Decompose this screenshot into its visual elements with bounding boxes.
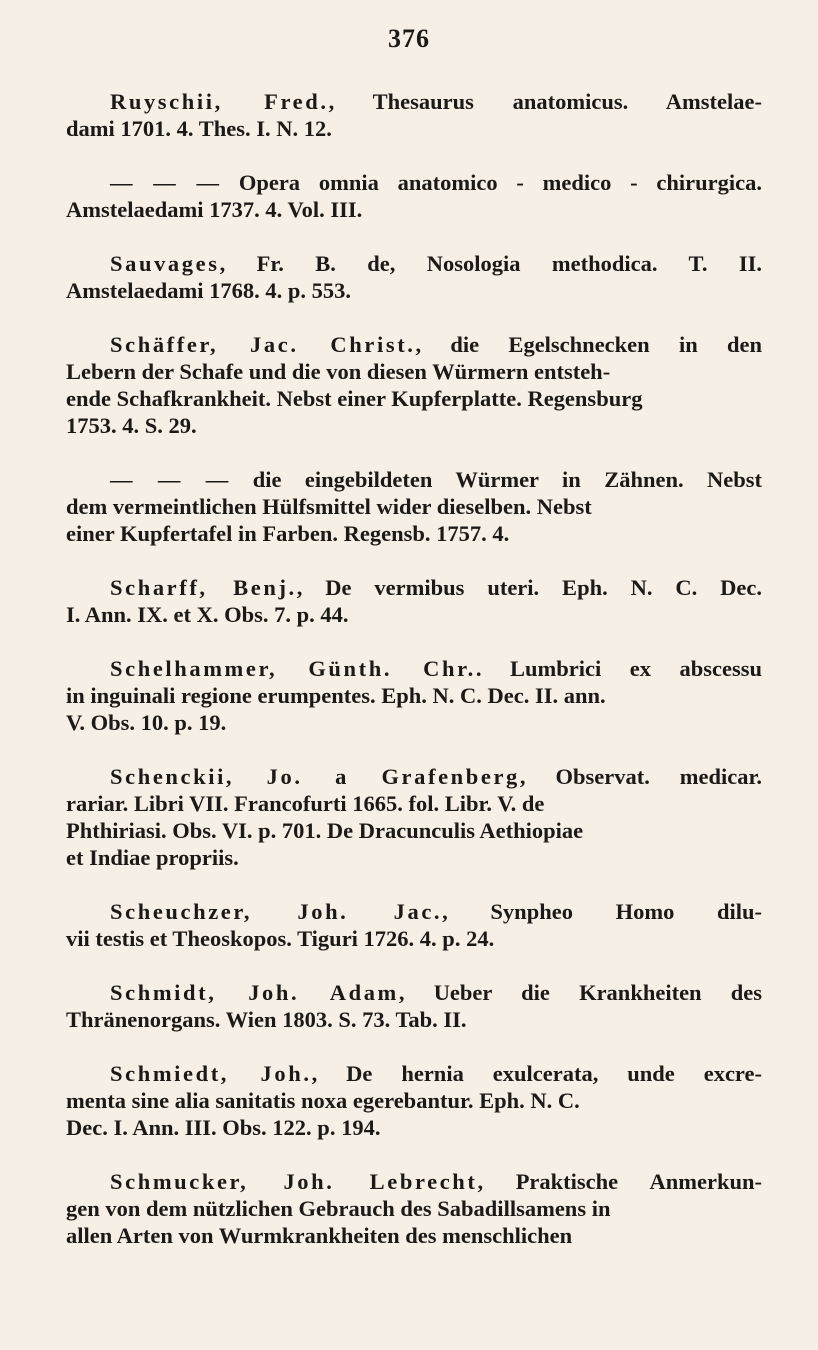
page-number: 376 [388, 24, 430, 53]
entry-line: menta sine alia sanitatis noxa egerebantur. Eph. N. C. [66, 1088, 580, 1113]
entry-line: Lebern der Schafe und die von diesen Würmern entsteh- [66, 359, 611, 384]
entry-author: Scharff, Benj. [110, 575, 297, 600]
entry-title: , Thesaurus anatomicus. Amstelae- [328, 89, 762, 114]
entry-author: Scheuchzer, Joh. Jac. [110, 899, 443, 924]
entry-author: Schenckii, Jo. a Grafenberg [110, 764, 520, 789]
ditto-dash: — — — [110, 170, 221, 195]
entry-line: 1753. 4. S. 29. [66, 413, 197, 438]
entry-first-line [66, 898, 762, 925]
entry-line: et Indiae propriis. [66, 845, 239, 870]
entry-title: , Fr. B. de, Nosologia methodica. T. II. [219, 251, 762, 276]
entry-line: Thränenorgans. Wien 1803. S. 73. Tab. II. [66, 1007, 467, 1032]
entry-author: Schmiedt, Joh. [110, 1061, 312, 1086]
entry-title: Opera omnia anatomico - medico - chirurgica. [220, 170, 762, 195]
entry-first-line [66, 1060, 762, 1087]
entry-first-line [66, 88, 762, 115]
entry-line: einer Kupfertafel in Farben. Regensb. 1757. 4. [66, 521, 510, 546]
entry-line: Dec. I. Ann. III. Obs. 122. p. 194. [66, 1115, 381, 1140]
entry-line: dem vermeintlichen Hülfsmittel wider dieselben. Nebst [66, 494, 592, 519]
bibliography-entry [66, 898, 762, 952]
entry-line: I. Ann. IX. et X. Obs. 7. p. 44. [66, 602, 349, 627]
bibliography-entry [66, 1168, 762, 1249]
bibliography-entry [66, 979, 762, 1033]
entry-line: gen von dem nützlichen Gebrauch des Sabadillsamens in [66, 1196, 611, 1221]
entry-first-line [66, 466, 762, 493]
entry-author: Sauvages [110, 251, 220, 276]
bibliography-entry [66, 169, 762, 223]
bibliography-entry [66, 655, 762, 736]
entry-author: Schelhammer, Günth. Chr. [110, 656, 476, 681]
entry-first-line [66, 1168, 762, 1195]
bibliography-entry [66, 466, 762, 547]
entry-line: Phthiriasi. Obs. VI. p. 701. De Dracunculis Aethiopiae [66, 818, 584, 843]
entry-line: ende Schafkrankheit. Nebst einer Kupferplatte. Regensburg [66, 386, 643, 411]
entry-title: , Observat. medicar. [519, 764, 763, 789]
entry-line: vii testis et Theoskopos. Tiguri 1726. 4. p. 24. [66, 926, 495, 951]
bibliography-entry [66, 88, 762, 142]
entry-first-line [66, 250, 762, 277]
entry-first-line [66, 763, 762, 790]
entry-line: Amstelaedami 1768. 4. p. 553. [66, 278, 351, 303]
entry-author: Schäffer, Jac. Christ. [110, 332, 416, 357]
entry-line: allen Arten von Wurmkrankheiten des menschlichen [66, 1223, 573, 1248]
entry-author: Schmucker, Joh. Lebrecht [110, 1169, 478, 1194]
entry-line: dami 1701. 4. Thes. I. N. 12. [66, 116, 332, 141]
entry-title: , Praktische Anmerkun- [477, 1169, 762, 1194]
bibliography-list [66, 88, 762, 1276]
entry-author: Ruyschii, Fred. [110, 89, 329, 114]
entry-line: in inguinali regione erumpentes. Eph. N. C. Dec. II. ann. [66, 683, 606, 708]
entry-first-line [66, 574, 762, 601]
entry-first-line [66, 169, 762, 196]
entry-author: Schmidt, Joh. Adam [110, 980, 399, 1005]
entry-title: , De vermibus uteri. Eph. N. C. Dec. [296, 575, 762, 600]
entry-line: rariar. Libri VII. Francofurti 1665. fol. Libr. V. de [66, 791, 545, 816]
entry-line: V. Obs. 10. p. 19. [66, 710, 227, 735]
entry-title: , die Egelschnecken in den [415, 332, 763, 357]
entry-title: , De hernia exulcerata, unde excre- [311, 1061, 762, 1086]
entry-title: , Ueber die Krankheiten des [398, 980, 762, 1005]
entry-line: Amstelaedami 1737. 4. Vol. III. [66, 197, 363, 222]
bibliography-entry [66, 250, 762, 304]
bibliography-entry [66, 574, 762, 628]
bibliography-entry [66, 331, 762, 439]
bibliography-entry [66, 763, 762, 871]
entry-title: die eingebildeten Würmer in Zähnen. Nebst [229, 467, 762, 492]
entry-first-line [66, 655, 762, 682]
entry-title: . Lumbrici ex abscessu [475, 656, 762, 681]
ditto-dash: — — — [110, 467, 230, 492]
entry-first-line [66, 979, 762, 1006]
entry-title: , Synpheo Homo dilu- [442, 899, 762, 924]
bibliography-entry [66, 1060, 762, 1141]
entry-first-line [66, 331, 762, 358]
